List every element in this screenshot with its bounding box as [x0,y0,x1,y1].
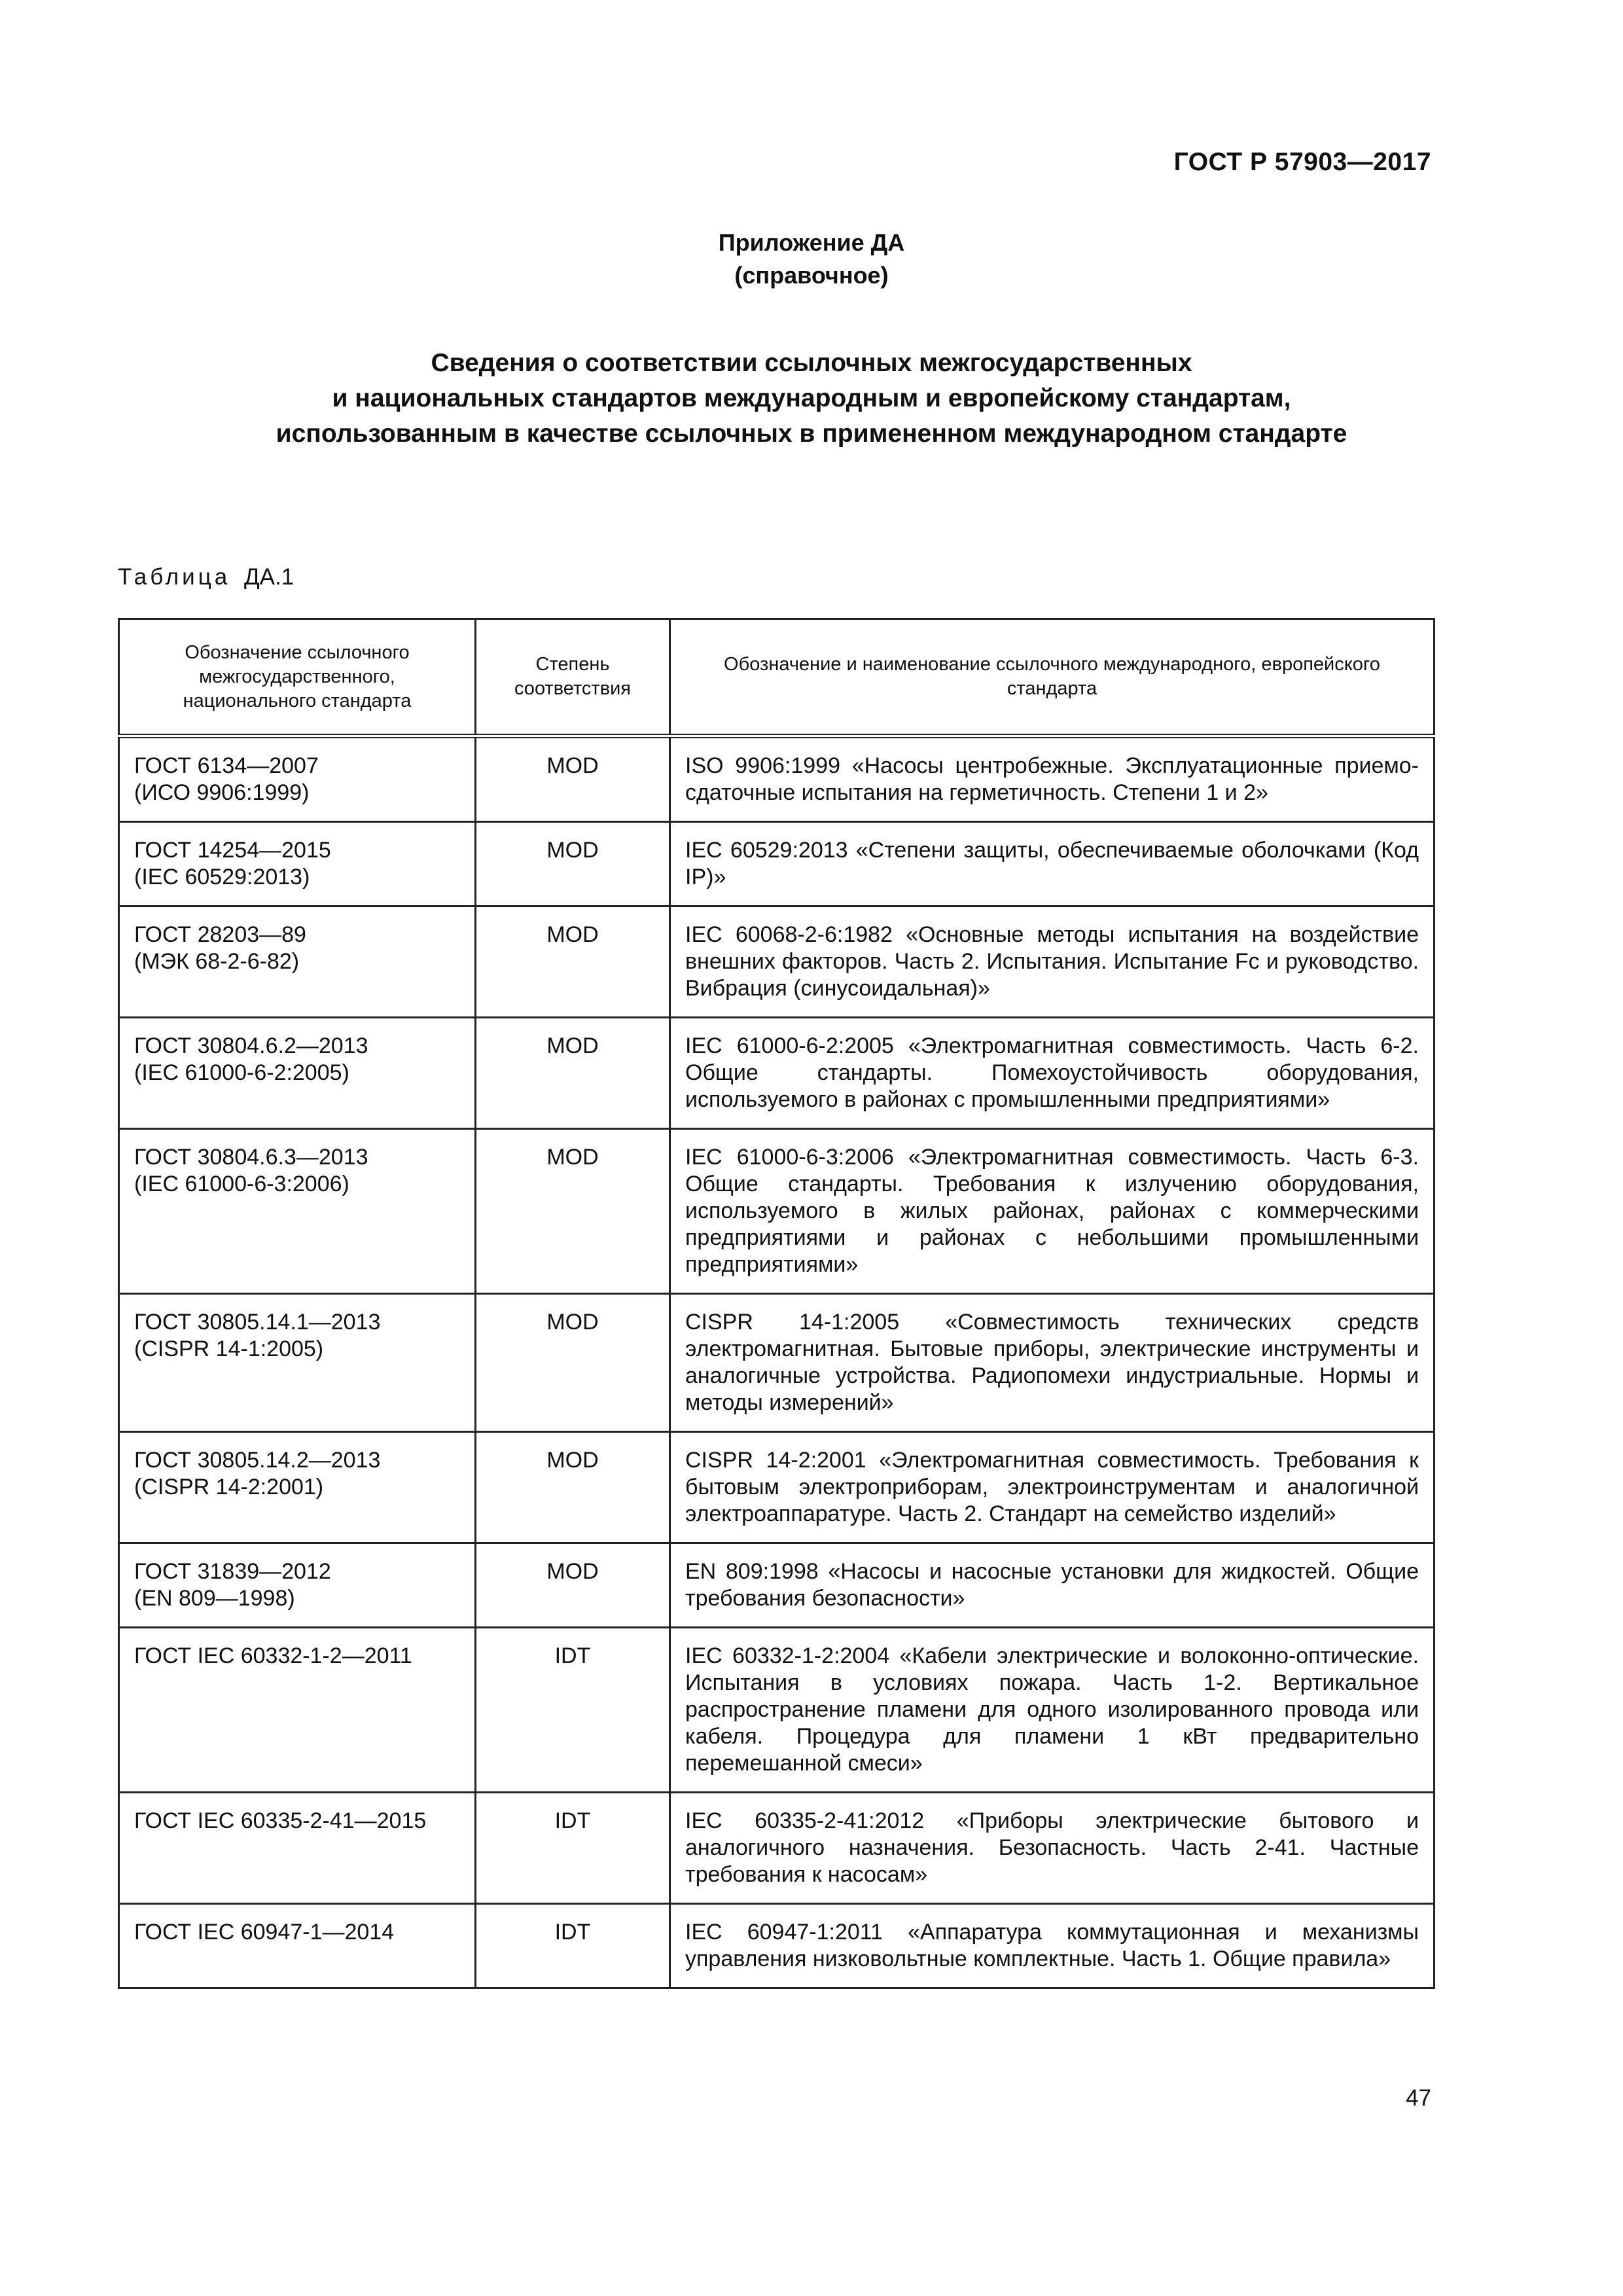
national-standard-cell [119,906,476,1018]
table-row [119,1904,1435,1988]
national-standard-ref: (CISPR 14-2:2001) [134,1475,324,1499]
international-standard-cell: IEC 61000-6-2:2005 «Электромагнитная совместимость. Часть 6-2. Общие стандарты. Помехоустойчивость оборудования, используемого в районах с промышленными предприятиями» [670,1018,1435,1129]
national-standard-code: ГОСТ 14254—2015 [134,838,331,863]
table-row [119,1294,1435,1432]
national-standard-code: ГОСТ 28203—89 [134,922,306,947]
column-header-degree: Степень соответствия [476,619,670,736]
national-standard-cell [119,1294,476,1432]
degree-cell: MOD [476,1018,670,1129]
national-standard-cell [119,1904,476,1988]
table-row [119,906,1435,1018]
international-standard-cell: ISO 9906:1999 «Насосы центробежные. Эксплуатационные приемо-сдаточные испытания на герметичность. Степени 1 и 2» [670,736,1435,822]
national-standard-ref: (EN 809—1998) [134,1586,295,1611]
annex-title: Приложение ДА [718,229,905,256]
section-title-line: и национальных стандартов международным и европейскому стандартам, [332,384,1291,412]
international-standard-cell: IEC 61000-6-3:2006 «Электромагнитная совместимость. Часть 6-3. Общие стандарты. Требования к излучению оборудования, используемого в жилых районах, районах с коммерческими предприятиями и районах с небольшими промышленными предприятиями» [670,1129,1435,1294]
national-standard-code: ГОСТ 30804.6.3—2013 [134,1145,368,1170]
table-row [119,1628,1435,1793]
annex-subtitle: (справочное) [734,262,889,289]
international-standard-cell: IEC 60947-1:2011 «Аппаратура коммутационная и механизмы управления низковольтные комплектные. Часть 1. Общие правила» [670,1904,1435,1988]
annex-heading [0,226,1623,292]
national-standard-cell [119,1129,476,1294]
national-standard-cell [119,1018,476,1129]
column-header-international: Обозначение и наименование ссылочного международного, европейского стандарта [670,619,1435,736]
table-row [119,736,1435,822]
table-header-row [119,619,1435,736]
national-standard-cell [119,1628,476,1793]
national-standard-code: ГОСТ 31839—2012 [134,1559,331,1584]
document-code: ГОСТ Р 57903—2017 [1173,148,1431,176]
table-row [119,822,1435,906]
national-standard-cell [119,822,476,906]
national-standard-code: ГОСТ 30804.6.2—2013 [134,1033,368,1058]
degree-cell: MOD [476,736,670,822]
degree-cell: IDT [476,1793,670,1904]
international-standard-cell: IEC 60529:2013 «Степени защиты, обеспечиваемые оболочками (Код IP)» [670,822,1435,906]
degree-cell: IDT [476,1904,670,1988]
national-standard-ref: (IEC 61000-6-3:2006) [134,1172,349,1196]
degree-cell: MOD [476,1294,670,1432]
degree-cell: MOD [476,1432,670,1543]
national-standard-cell [119,736,476,822]
international-standard-cell: CISPR 14-1:2005 «Совместимость технических средств электромагнитная. Бытовые приборы, электрические инструменты и аналогичные устройства. Радиопомехи индустриальные. Нормы и методы измерений» [670,1294,1435,1432]
table-row [119,1432,1435,1543]
standards-table [118,618,1435,1989]
national-standard-code: ГОСТ IEC 60335-2-41—2015 [134,1808,427,1833]
international-standard-cell: EN 809:1998 «Насосы и насосные установки для жидкостей. Общие требования безопасности» [670,1543,1435,1628]
table-row [119,1129,1435,1294]
degree-cell: MOD [476,1129,670,1294]
degree-cell: MOD [476,906,670,1018]
degree-cell: IDT [476,1628,670,1793]
national-standard-code: ГОСТ 30805.14.1—2013 [134,1310,381,1335]
column-header-national: Обозначение ссылочного межгосударственного, национального стандарта [119,619,476,736]
table-caption [118,564,294,590]
section-title-line: использованным в качестве ссылочных в примененном международном стандарте [276,420,1347,448]
table-caption-number: ДА.1 [243,564,294,590]
national-standard-code: ГОСТ IEC 60332-1-2—2011 [134,1643,412,1668]
table-row [119,1543,1435,1628]
international-standard-cell: CISPR 14-2:2001 «Электромагнитная совместимость. Требования к бытовым электроприборам, электроинструментам и аналогичной электроаппаратуре. Часть 2. Стандарт на семейство изделий» [670,1432,1435,1543]
national-standard-cell [119,1793,476,1904]
table-row [119,1018,1435,1129]
national-standard-ref: (IEC 61000-6-2:2005) [134,1060,349,1085]
international-standard-cell: IEC 60332-1-2:2004 «Кабели электрические и волоконно-оптические. Испытания в условиях пожара. Часть 1-2. Вертикальное распространение пламени для одного изолированного провода или кабеля. Процедура для пламени 1 кВт предварительно перемешанной смеси» [670,1628,1435,1793]
national-standard-code: ГОСТ 6134—2007 [134,753,319,778]
national-standard-ref: (МЭК 68-2-6-82) [134,949,300,974]
table-body [119,736,1435,1988]
degree-cell: MOD [476,1543,670,1628]
section-title [0,346,1623,452]
national-standard-code: ГОСТ 30805.14.2—2013 [134,1448,381,1473]
national-standard-code: ГОСТ IEC 60947-1—2014 [134,1920,395,1945]
page-number: 47 [1406,2085,1431,2111]
table-row [119,1793,1435,1904]
table-caption-label: Таблица [118,564,231,590]
national-standard-ref: (ИСО 9906:1999) [134,780,310,805]
section-title-line: Сведения о соответствии ссылочных межгосударственных [431,349,1192,377]
national-standard-ref: (CISPR 14-1:2005) [134,1336,324,1361]
national-standard-cell [119,1432,476,1543]
national-standard-ref: (IEC 60529:2013) [134,865,310,889]
international-standard-cell: IEC 60068-2-6:1982 «Основные методы испытания на воздействие внешних факторов. Часть 2. Испытания. Испытание Fc и руководство. Вибрация (синусоидальная)» [670,906,1435,1018]
international-standard-cell: IEC 60335-2-41:2012 «Приборы электрические бытового и аналогичного назначения. Безопасность. Часть 2-41. Частные требования к насосам» [670,1793,1435,1904]
degree-cell: MOD [476,822,670,906]
national-standard-cell [119,1543,476,1628]
